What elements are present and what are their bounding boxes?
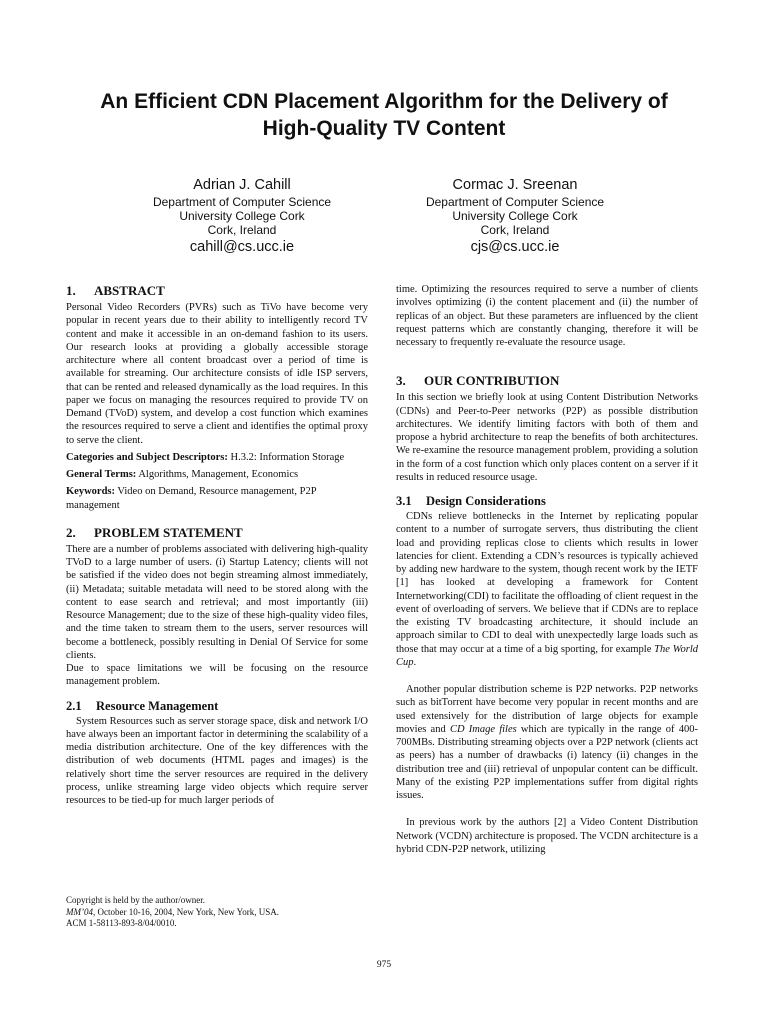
section-number: 3.1	[396, 494, 412, 508]
design-text-2-end: which are typically in the range of 400-700MBs. Distributing streaming objects over a P2P network (clients act as peers) has a number of drawbacks (i) latency (ii) changes in the distribution tree and (iii) retrieval of unpopular content can be difficult. Many of the existing P2P implementations suffer from digital rights issues.	[396, 723, 698, 801]
section-number: 3.	[396, 373, 406, 389]
keywords-label: Keywords:	[66, 486, 115, 498]
paper-title	[40, 88, 728, 142]
continued-text: time. Optimizing the resources required to serve a number of clients involves optimizing (i) the content placement and (ii) the number of replicas of an object. But these parameters are influenced by the client request patterns which are constantly changing, therefore it will be necessary to frequently re-evaluate the resource usage.	[396, 284, 698, 348]
author-university: University College Cork	[452, 209, 578, 223]
contribution-heading	[396, 373, 698, 389]
section-title: Design Considerations	[426, 494, 546, 508]
general-terms-label: General Terms:	[66, 469, 137, 480]
abstract-text: Personal Video Recorders (PVRs) such as TiVo have become very popular in recent years due to their ability to intelligently record TV content and make it accessible in an on-demand fashion to its users. Our research looks at providing a globally accessible storage architecture where all content broadcast over a period of time is available for streaming. Our architecture consists of idle ISP servers, that can be rented and released dynamically as the load requires. In this paper we focus on managing the resources required to provide TV on Demand (TVoD) system, and develop a cost function which examines the resources required to serve a client and identifies the optimal proxy to serve the client.	[66, 302, 368, 446]
resource-management-text: System Resources such as server storage space, disk and network I/O have always been an important factor in determining the scalability of a media distribution architecture. One of the key differences with the distribution of web documents (HTML pages and images) is the relatively short time the server resources are required in the delivery process, unlike streaming large video objects which require server resources to be tied-up for much larger periods of	[66, 715, 368, 806]
author-block-1	[112, 176, 372, 257]
author-department: Department of Computer Science	[425, 195, 605, 209]
left-column	[66, 283, 368, 807]
problem-heading	[66, 525, 368, 541]
design-text-1-end: .	[413, 656, 417, 668]
section-title: Resource Management	[96, 698, 219, 713]
author-university: University College Cork	[179, 209, 305, 223]
section-title: ABSTRACT	[94, 283, 165, 298]
paper-title-line-1: An Efficient CDN Placement Algorithm for the Delivery of	[100, 90, 668, 113]
section-number: 1.	[66, 283, 76, 298]
design-text-2-body: Another popular distribution scheme is P2P networks. P2P networks such as bitTorrent have become very popular in recent months and are used extensively for the distribution of large objects for example movies and	[396, 684, 698, 735]
section-number: 2.1	[66, 698, 82, 713]
author-department: Department of Computer Science	[152, 195, 332, 209]
author-email: cahill@cs.ucc.ie	[189, 239, 295, 255]
author-block-2	[385, 176, 645, 257]
copyright-notice	[66, 895, 368, 930]
page-number: 975	[376, 960, 392, 970]
copyright-line-2	[66, 907, 368, 919]
section-title: OUR CONTRIBUTION	[424, 373, 560, 389]
author-location: Cork, Ireland	[207, 223, 277, 237]
categories-line	[66, 451, 368, 464]
general-terms-value: Algorithms, Management, Economics	[136, 469, 299, 480]
design-text-2	[396, 683, 698, 802]
author-location: Cork, Ireland	[480, 223, 550, 237]
copyright-line-1: Copyright is held by the author/owner.	[66, 895, 205, 905]
author-name: Adrian J. Cahill	[193, 177, 291, 193]
problem-text-1: There are a number of problems associated with delivering high-quality TVoD to a large number of users. (i) Startup Latency; clients will not be satisfied if the video does not begin streaming almost immediately, (ii) Metadata; suitable metadata will need to be stored along with the content to ease search and retrieval; and most importantly (iii) Resource Management; due to the size of these high-quality video files, and the time taken to stream them to the users, server resources will become a bottleneck, possibly resulting in Denial Of Service for some clients.	[66, 543, 368, 661]
contribution-text: In this section we briefly look at using Content Distribution Networks (CDNs) and Peer-to-Peer networks (P2P) as possible distribution architectures. We identify limiting factors with both of them and propose a hybrid architecture to reap the benefits of both architectures. We re-examine the resource management problem, providing a solution in the form of a cost function which only places content on a server if it results in reduced resource usage.	[396, 392, 698, 483]
categories-label: Categories and Subject Descriptors:	[66, 451, 228, 463]
problem-text-2: Due to space limitations we will be focusing on the resource management problem.	[66, 663, 368, 688]
design-text-1-italic: The World Cup	[396, 643, 698, 668]
design-text-1	[396, 510, 698, 669]
categories-value: H.3.2: Information Storage	[227, 451, 345, 463]
general-terms-line	[66, 468, 368, 481]
design-text-2-italic: CD Image files	[449, 723, 517, 735]
paper-title-line-2: High-Quality TV Content	[262, 117, 506, 140]
keywords-value: Video on Demand, Resource management, P2P management	[66, 486, 317, 511]
author-email: cjs@cs.ucc.ie	[470, 239, 560, 255]
conference-details: October 10-16, 2004, New York, New York, USA.	[95, 906, 279, 917]
abstract-heading	[66, 283, 368, 299]
author-name: Cormac J. Sreenan	[452, 177, 578, 193]
resource-management-heading	[66, 698, 368, 714]
keywords-line	[66, 485, 368, 512]
conference-name: MM’04,	[66, 906, 96, 917]
right-column	[396, 283, 698, 856]
design-heading	[396, 493, 698, 509]
design-text-3: In previous work by the authors [2] a Video Content Distribution Network (VCDN) architecture is proposed. The VCDN architecture is a hybrid CDN-P2P network, utilizing	[396, 817, 698, 855]
design-text-1-body: CDNs relieve bottlenecks in the Internet by replicating popular content to a number of surrogate servers, thus distributing the client load and providing replicas close to clients which results in lower latencies for client. Extending a CDN’s resources is typically achieved by adding new hardware to the system, though recent work by the IETF [1] has looked at developing a framework for Content Internetworking(CDI) to facilitate the offloading of client request in the event of overloading of servers. We believe that if CDNs are to replace the existing TV broadcasting architecture, it should include an approach similar to CDI to deal with unexpectedly large loads such as those that may occur at a time of a big sporting, for example	[396, 511, 698, 655]
section-number: 2.	[66, 524, 76, 540]
copyright-line-3: ACM 1-58113-893-8/04/0010.	[66, 918, 177, 928]
section-title: PROBLEM STATEMENT	[94, 524, 243, 540]
